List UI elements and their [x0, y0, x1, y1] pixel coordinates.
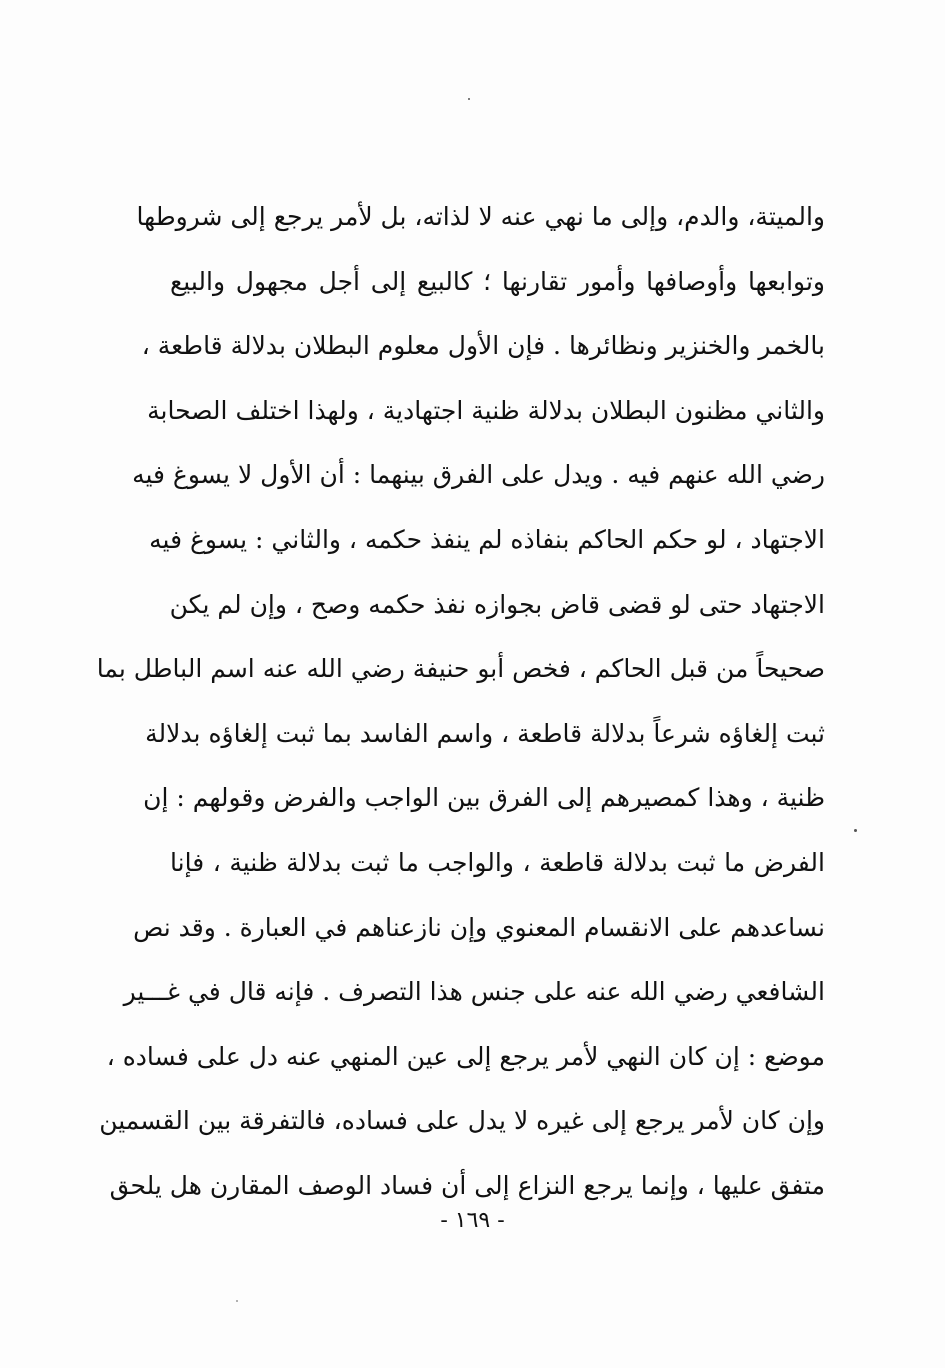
text-line-13: الشافعي رضي الله عنه على جنس هذا التصرف . فإنه قال في غـــير: [123, 977, 825, 1007]
scan-speck: [468, 98, 470, 100]
text-line-7: الاجتهاد حتى لو قضى قاض بجوازه نفذ حكمه وصح ، وإن لم يكن: [169, 589, 825, 619]
text-line-14: موضع : إن كان النهي لأمر يرجع إلى عين المنهي عنه دل على فساده ،: [106, 1041, 825, 1071]
text-line-10: ظنية ، وهذا كمصيرهم إلى الفرق بين الواجب والفرض وقولهم : إن: [143, 783, 825, 813]
text-line-2: وتوابعها وأوصافها وأمور تقارنها ؛ كالبيع إلى أجل مجهول والبيع: [170, 266, 825, 296]
text-line-12: نساعدهم على الانقسام المعنوي وإن نازعناهم في العبارة . وقد نص: [133, 912, 825, 942]
text-line-1: والميتة، والدم، وإلى ما نهي عنه لا لذاته، بل لأمر يرجع إلى شروطها: [136, 202, 825, 231]
text-line-8: صحيحاً من قبل الحاكم ، فخص أبو حنيفة رضي الله عنه اسم الباطل بما: [96, 654, 825, 684]
text-line-16: متفق عليها ، وإنما يرجع النزاع إلى أن فساد الوصف المقارن هل يلحق: [109, 1170, 825, 1200]
scan-speck: [236, 1300, 238, 1302]
text-line-6: الاجتهاد ، لو حكم الحاكم بنفاذه لم ينفذ حكمه ، والثاني : يسوغ فيه: [149, 524, 825, 554]
text-line-11: الفرض ما ثبت بدلالة قاطعة ، والواجب ما ثبت بدلالة ظنية ، فإنا: [170, 847, 825, 877]
text-line-9: ثبت إلغاؤه شرعاً بدلالة قاطعة ، واسم الفاسد بما ثبت إلغاؤه بدلالة: [145, 718, 825, 748]
text-line-5: رضي الله عنهم فيه . ويدل على الفرق بينهما : أن الأول لا يسوغ فيه: [132, 460, 825, 490]
body-text: [96, 185, 825, 1219]
page-number: - ١٦٩ -: [440, 1208, 505, 1233]
text-line-3: بالخمر والخنزير ونظائرها . فإن الأول معلوم البطلان بدلالة قاطعة ،: [141, 331, 825, 361]
text-line-4: والثاني مظنون البطلان بدلالة ظنية اجتهادية ، ولهذا اختلف الصحابة: [147, 395, 825, 425]
text-line-15: وإن كان لأمر يرجع إلى غيره لا يدل على فساده، فالتفرقة بين القسمين: [99, 1106, 825, 1136]
scan-speck: [854, 829, 857, 832]
